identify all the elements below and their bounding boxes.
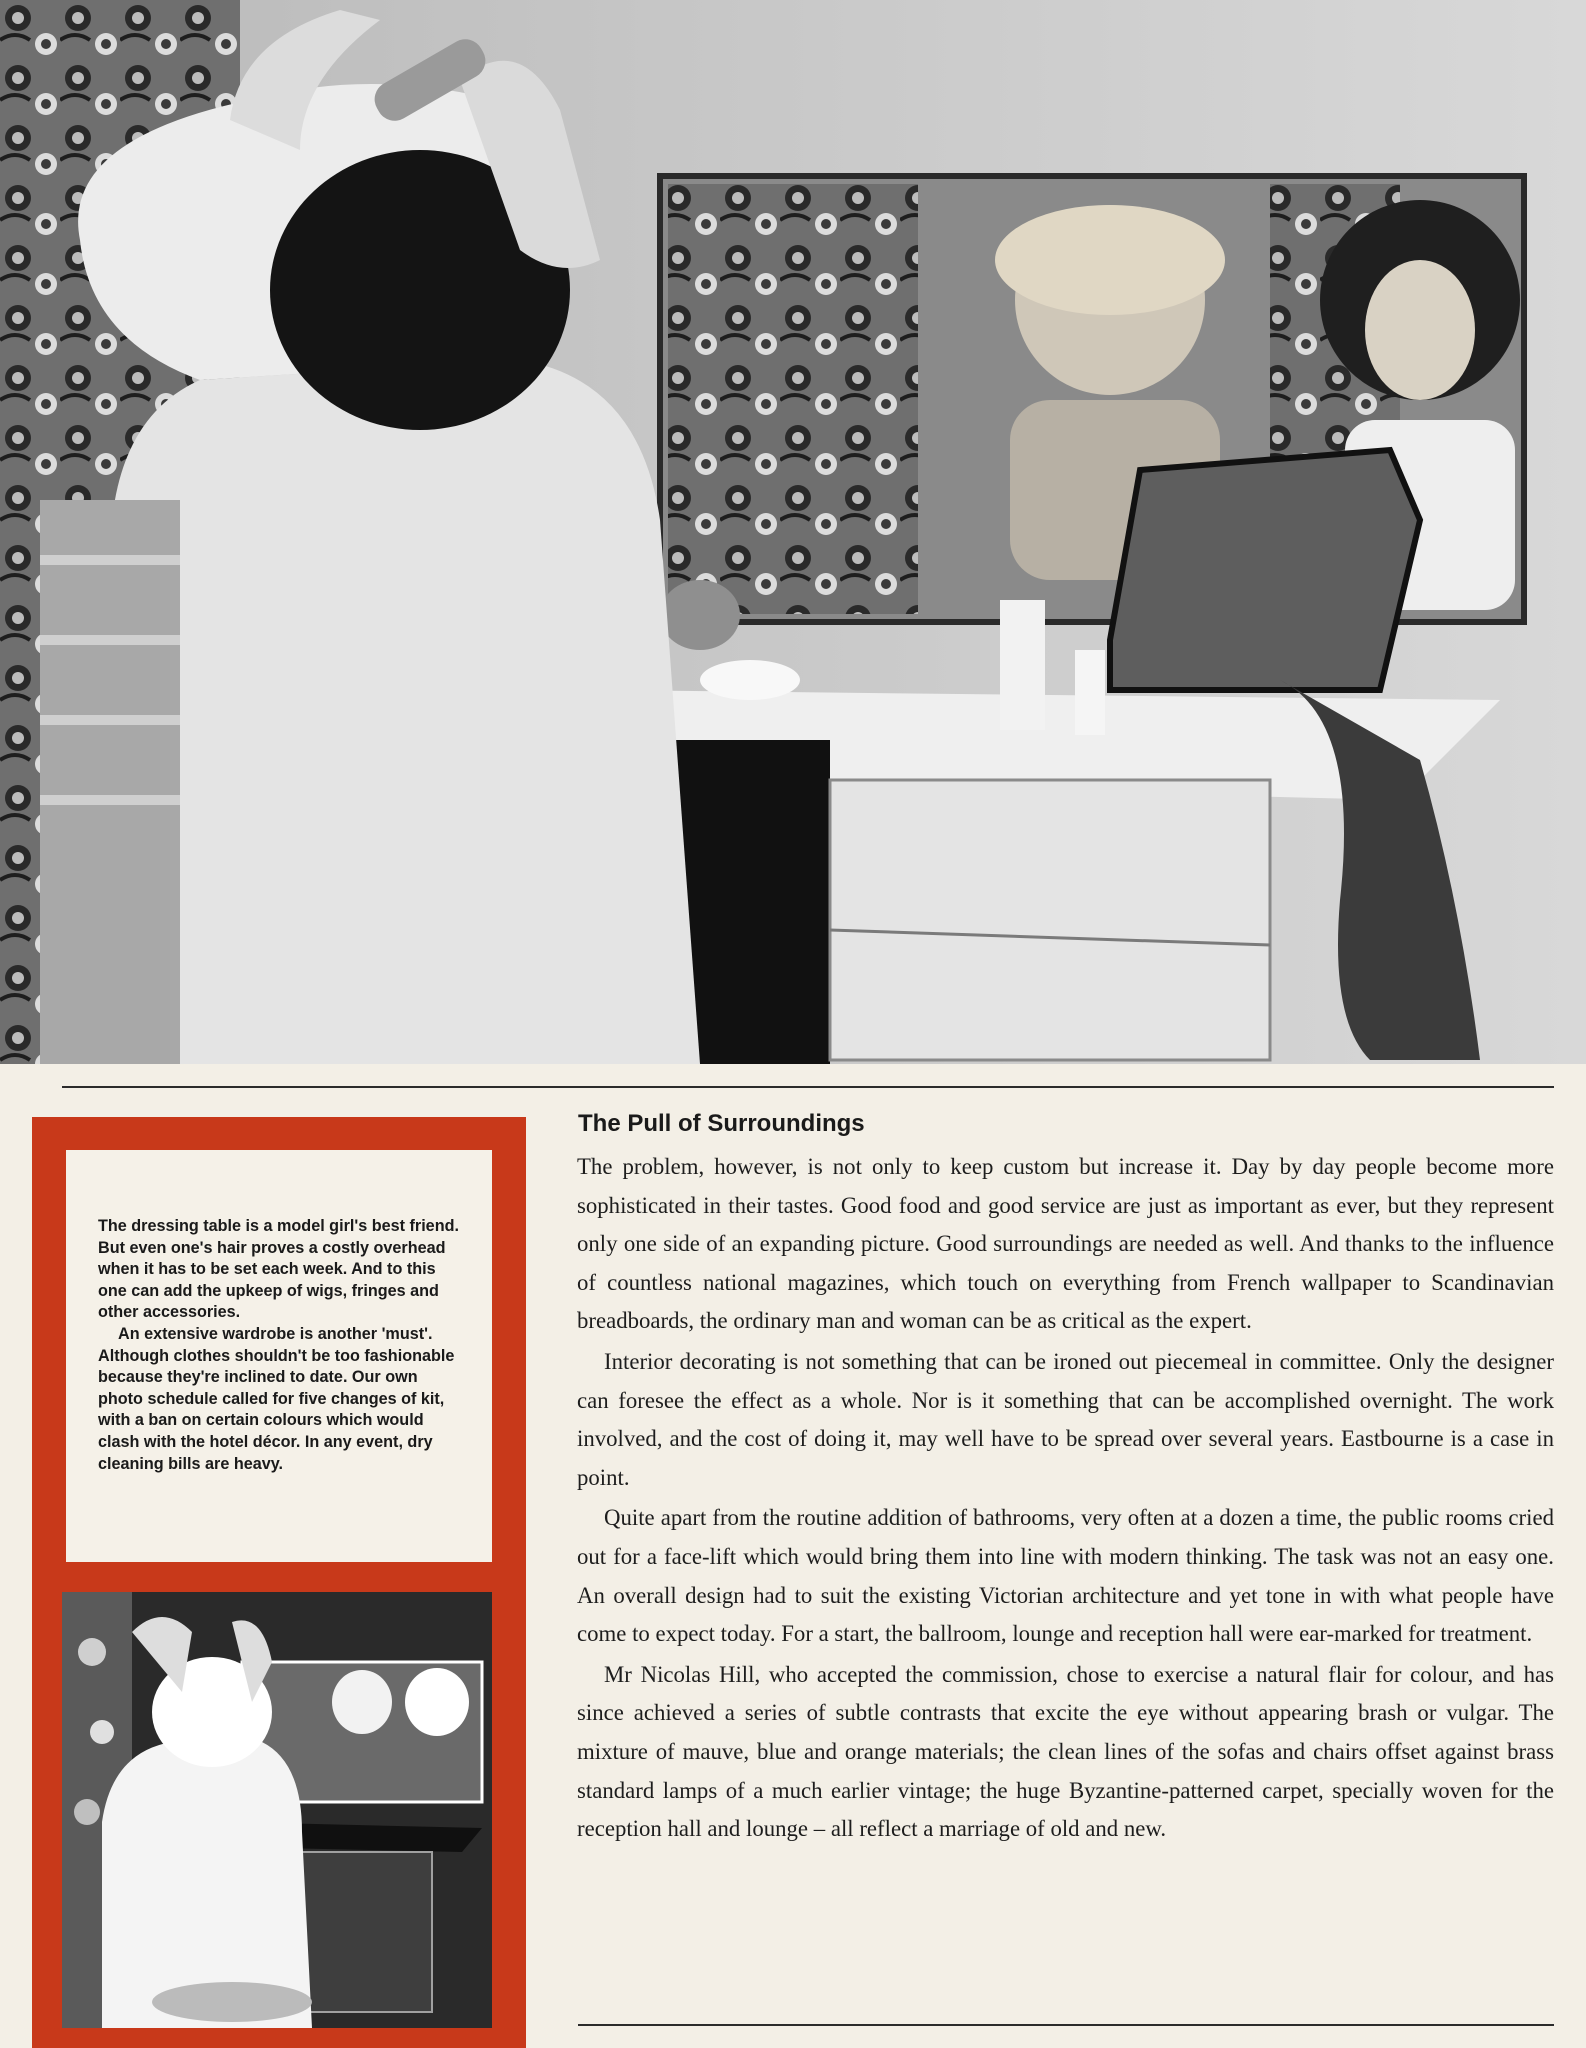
article-paragraph: The problem, however, is not only to keep custom but increase it. Day by day people become more sophisticated in their tastes. Good food and good service are just as important as ever, but they represent only one side of an expanding picture. Good surroundings are needed as well. And thanks to the influence of countless national magazines, which touch on everything from French wallpaper to Scandinavian breadboards, the ordinary man and woman can be as critical as the expert. xyxy=(577,1154,1554,1334)
article-paragraph: Interior decorating is not something that can be ironed out piecemeal in committee. Only the designer can foresee the effect as a whole. Nor is it something that can be accomplished overnight. The work involved, and the cost of doing it, may well have to be spread over several years. Eastbourne is a case in point. xyxy=(577,1348,1554,1490)
article-paragraph: Quite apart from the routine addition of bathrooms, very often at a dozen a time, the public rooms cried out for a face-lift which would bring them into line with modern thinking. The task was not an easy one. An overall design had to suit the existing Victorian architecture and yet tone in with what people have come to expect today. For a start, the ballroom, lounge and reception hall were ear-marked for treatment. xyxy=(577,1505,1554,1647)
bottom-divider-rule xyxy=(578,2024,1554,2026)
caption-paragraph: An extensive wardrobe is another 'must'. Although clothes shouldn't be too fashionable because they're inclined to date. Our own photo schedule called for five changes of kit, with a ban on certain colours which would clash with the hotel décor. In any event, dry cleaning bills are heavy. xyxy=(98,1324,455,1473)
caption-paragraph: The dressing table is a model girl's best friend. But even one's hair proves a costly overhead when it has to be set each week. And to this one can add the upkeep of wigs, fringes and other accessories. xyxy=(98,1217,459,1322)
article-body xyxy=(577,1148,1554,1851)
article-paragraph: Mr Nicolas Hill, who accepted the commission, chose to exercise a natural flair for colour, and has since achieved a series of subtle contrasts that excite the eye without appearing brash or vulgar. The mixture of mauve, blue and orange materials; the clean lines of the sofas and chairs offset against brass standard lamps of a much earlier vintage; the huge Byzantine-patterned carpet, specially woven for the reception hall and lounge – all reflect a marriage of old and new. xyxy=(577,1661,1554,1842)
negative-photo xyxy=(62,1592,492,2028)
negative-photo-illustration xyxy=(62,1592,492,2028)
article-title: The Pull of Surroundings xyxy=(578,1110,865,1137)
photo-caption-box xyxy=(66,1150,492,1562)
top-divider-rule xyxy=(62,1086,1554,1088)
